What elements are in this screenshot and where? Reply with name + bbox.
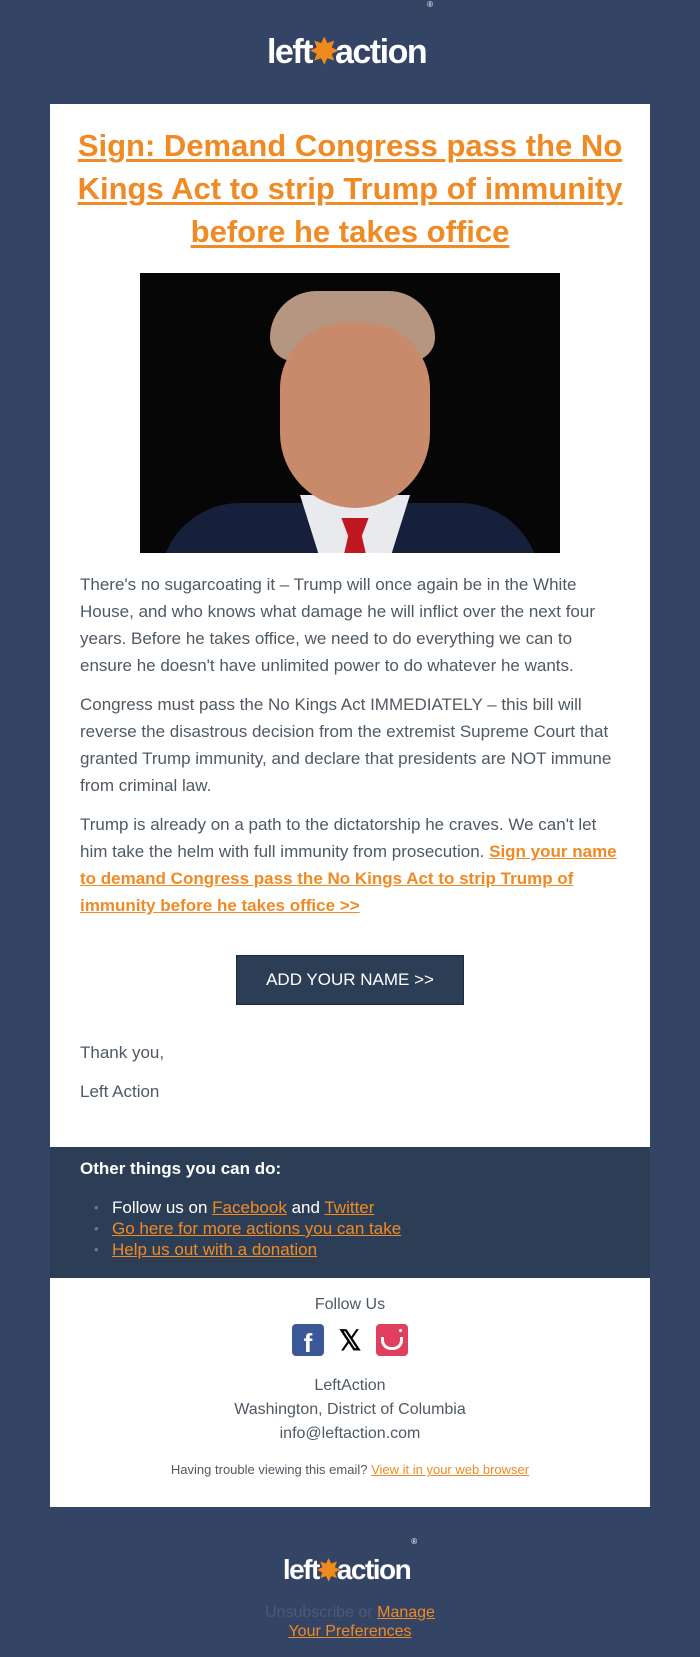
view-in-browser-link[interactable]: View it in your web browser [371,1462,530,1477]
headline-link[interactable]: Sign: Demand Congress pass the No Kings Act to strip Trump of immunity before he takes office [77,128,623,249]
add-your-name-button[interactable]: ADD YOUR NAME >> [236,955,464,1005]
list-item-donation [112,1239,620,1260]
follow-prefix: Follow us on [112,1198,213,1217]
facebook-link[interactable]: Facebook [212,1198,287,1217]
trouble-viewing [50,1462,650,1477]
registered-mark: ® [411,1537,418,1546]
list-item-follow [112,1197,620,1218]
logo-text-left: left [282,1554,319,1585]
signoff-name: Left Action [80,1082,160,1101]
paragraph-1: There's no sugarcoating it – Trump will once again be in the White House, and who knows what damage he will inflict over the next four years. Before he takes office, we need to do everything we can to ensure he doesn't have unlimited power to do whatever he wants. [80,575,595,675]
logo-text-right: action [336,1554,411,1585]
and-text: and [286,1198,325,1217]
body-text [50,553,650,919]
header-logo[interactable] [0,0,700,104]
other-actions-panel [50,1147,650,1278]
address-block [50,1374,650,1446]
headline-container [50,104,650,253]
signoff [50,1039,650,1147]
trouble-text: Having trouble viewing this email? [170,1462,372,1477]
logo-text-left: left [266,32,312,71]
x-twitter-icon[interactable]: 𝕏 [338,1324,362,1356]
logo-burst-icon: ✸ [316,1554,339,1586]
hero-face [280,323,430,508]
social-icons [50,1324,650,1356]
org-location: Washington, District of Columbia [234,1401,466,1418]
signoff-thanks: Thank you, [80,1043,165,1062]
logo-burst-icon: ✸ [309,33,337,71]
other-actions-title: Other things you can do: [80,1159,282,1178]
hero-image[interactable] [140,273,560,553]
cta-container [50,931,650,1039]
follow-us-label: Follow Us [314,1296,386,1313]
paragraph-2: Congress must pass the No Kings Act IMMEDIATELY – this bill will reverse the disastrous decision from the extremist Supreme Court that granted Trump immunity, and declare that presidents are NOT immune from criminal law. [80,695,612,795]
donation-link[interactable]: Help us out with a donation [112,1240,318,1259]
registered-mark: ® [427,0,434,9]
facebook-icon[interactable]: f [292,1324,324,1356]
logo-text-right: action [334,32,427,71]
instagram-icon[interactable] [376,1324,408,1356]
paragraph-3-text: Trump is already on a path to the dictatorship he craves. We can't let him take the helm with full immunity from prosecution. [80,815,597,861]
twitter-link[interactable]: Twitter [324,1198,375,1217]
footer-logo[interactable] [0,1507,700,1603]
email-card [50,104,650,1507]
footer [50,1278,650,1507]
paragraph-3 [80,811,620,919]
manage-preferences-link[interactable]: Manage Your Preferences [288,1604,435,1640]
org-email: info@leftaction.com [279,1425,421,1442]
list-item-more-actions [112,1218,620,1239]
org-name: LeftAction [314,1377,386,1394]
other-actions-list [80,1197,620,1260]
sign-petition-link[interactable]: Sign your name to demand Congress pass the No Kings Act to strip Trump of immunity before he takes office >> [80,842,617,915]
or-text: or [353,1604,378,1621]
unsubscribe-block [250,1603,450,1647]
more-actions-link[interactable]: Go here for more actions you can take [112,1219,402,1238]
unsubscribe-link[interactable]: Unsubscribe [265,1604,354,1621]
